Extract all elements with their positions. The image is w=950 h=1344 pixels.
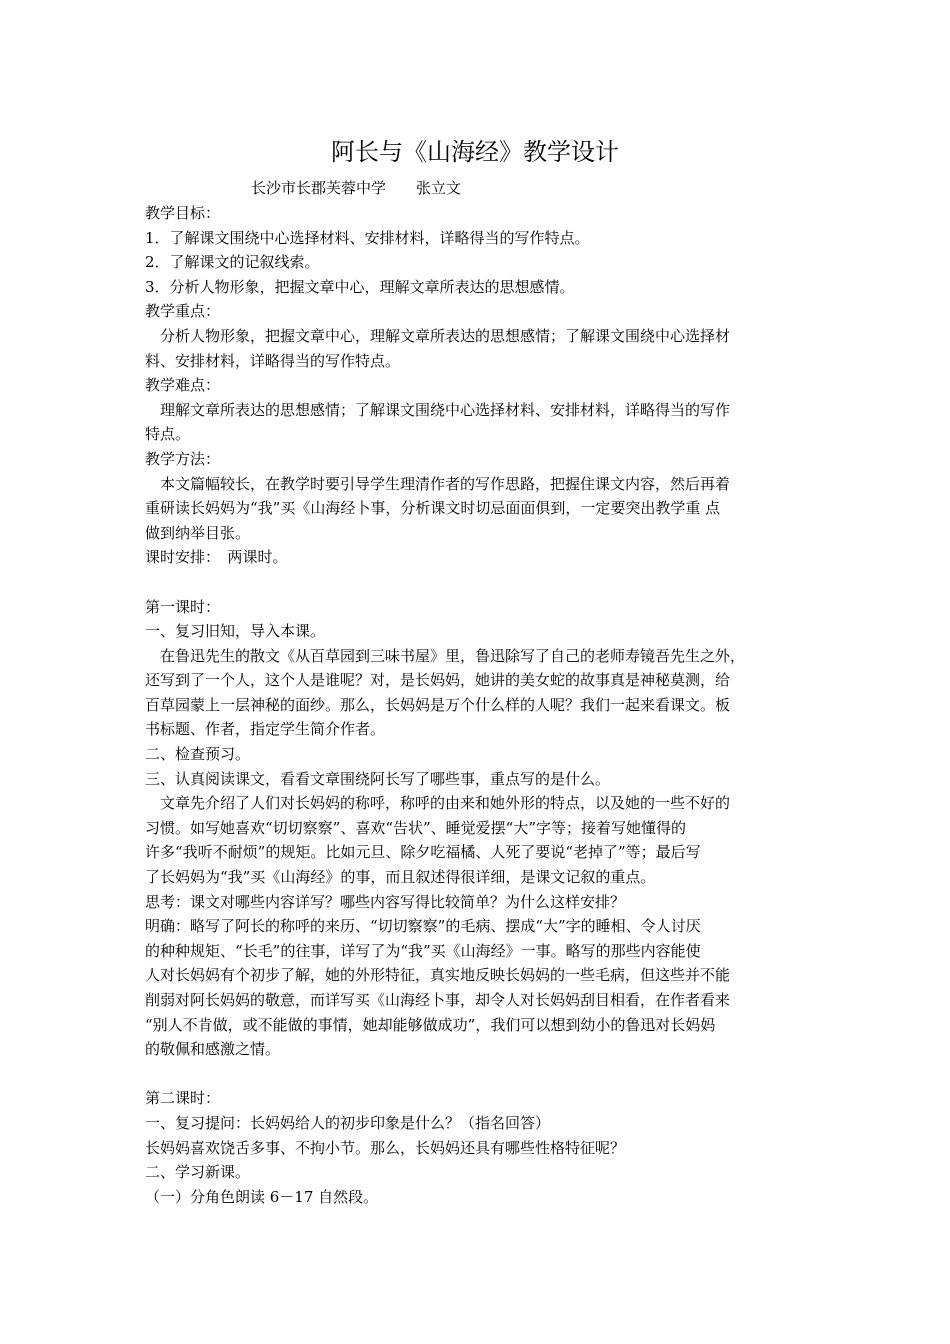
text-line: 三、认真阅读课文，看看文章围绕阿长写了哪些事，重点写的是什么。 — [145, 769, 611, 788]
text-line: 一、复习旧知，导入本课。 — [145, 622, 326, 641]
text-line: 二、检查预习。 — [145, 745, 251, 764]
text-line: 书标题、作者，指定学生简介作者。 — [145, 720, 386, 739]
text-line: 第二课时： — [145, 1089, 221, 1108]
text-line: 文章先介绍了人们对长妈妈的称呼，称呼的由来和她外形的特点，以及她的一些不好的 — [160, 794, 731, 813]
text-line: 百草园蒙上一层神秘的面纱。那么，长妈妈是万个什么样的人呢？我们一起来看课文。板 — [145, 695, 731, 714]
text-line: 还写到了一个人，这个人是谁呢？对，是长妈妈，她讲的美女蛇的故事真是神秘莫测，给 — [145, 671, 731, 690]
text-line: 特点。 — [145, 425, 191, 444]
text-line: 一、复习提问：长妈妈给人的初步印象是什么？（指名回答） — [145, 1113, 551, 1132]
text-line: 课时安排： 两课时。 — [145, 548, 288, 567]
text-line: 教学重点： — [145, 302, 221, 321]
text-line: 的敬佩和感激之情。 — [145, 1040, 281, 1059]
text-line: （一）分角色朗读 6－17 自然段。 — [145, 1187, 379, 1206]
text-line: 第一课时： — [145, 597, 221, 616]
text-line: 了长妈妈为“我”买《山海经》的事，而且叙述得很详细，是课文记叙的重点。 — [145, 868, 656, 887]
text-line: 料、安排材料，详略得当的写作特点。 — [145, 351, 401, 370]
text-line: 理解文章所表达的思想感情；了解课文围绕中心选择材料、安排材料，详略得当的写作 — [160, 400, 731, 419]
text-line: 的种种规矩、“长毛”的往事，详写了为“我”买《山海经》一事。略写的那些内容能使 — [145, 941, 701, 960]
text-line: 二、学习新课。 — [145, 1163, 251, 1182]
text-line: 做到纳举目张。 — [145, 523, 251, 542]
text-line: 思考：课文对哪些内容详写？哪些内容写得比较简单？为什么这样安排？ — [145, 892, 626, 911]
text-line: “别人不肯做，或不能做的事情，她却能够做成功”，我们可以想到幼小的鲁迅对长妈妈 — [145, 1015, 716, 1034]
text-line: 本文篇幅较长，在教学时要引导学生理清作者的写作思路，把握住课文内容，然后再着 — [160, 474, 731, 493]
author-line: 长沙市长郡芙蓉中学 张立文 — [251, 179, 462, 197]
text-line: 2．了解课文的记叙线索。 — [145, 253, 320, 272]
text-line: 习惯。如写她喜欢“切切察察”、喜欢“告状”、睡觉爱摆“大”字等；接着写她懂得的 — [145, 818, 687, 837]
text-line: 明确：略写了阿长的称呼的来历、“切切察察”的毛病、摆成“大”字的睡相、令人讨厌 — [145, 917, 701, 936]
text-line: 教学难点： — [145, 376, 221, 395]
document-body — [145, 201, 817, 1209]
document-title: 阿长与《山海经》教学设计 — [331, 138, 619, 166]
blank-line — [145, 570, 817, 595]
text-line: 1．了解课文围绕中心选择材料、安排材料，详略得当的写作特点。 — [145, 228, 590, 247]
text-line: 在鲁迅先生的散文《从百草园到三味书屋》里，鲁迅除写了自己的老师寿镜吾先生之外， — [160, 646, 746, 665]
text-line: 分析人物形象，把握文章中心，理解文章所表达的思想感情；了解课文围绕中心选择材 — [160, 326, 731, 345]
text-line: 长妈妈喜欢饶舌多事、不拘小节。那么，长妈妈还具有哪些性格特征呢？ — [145, 1138, 626, 1157]
text-line: 教学方法： — [145, 449, 221, 468]
text-line: 削弱对阿长妈妈的敬意，而详写买《山海经卜事，却令人对长妈妈刮目相看，在作者看来 — [145, 991, 731, 1009]
text-line: 3．分析人物形象，把握文章中心，理解文章所表达的思想感情。 — [145, 277, 575, 296]
blank-line — [145, 1062, 817, 1087]
text-line: 人对长妈妈有个初步了解，她的外形特征，真实地反映长妈妈的一些毛病，但这些并不能 — [145, 966, 731, 985]
text-line: 教学目标： — [145, 204, 221, 222]
text-line: 许多“我听不耐烦”的规矩。比如元旦、除夕吃福橘、人死了要说“老掉了”等；最后写 — [145, 843, 701, 862]
text-line: 重研读长妈妈为“我”买《山海经卜事，分析课文时切忌面面俱到，一定要突出教学重 点 — [145, 499, 721, 518]
